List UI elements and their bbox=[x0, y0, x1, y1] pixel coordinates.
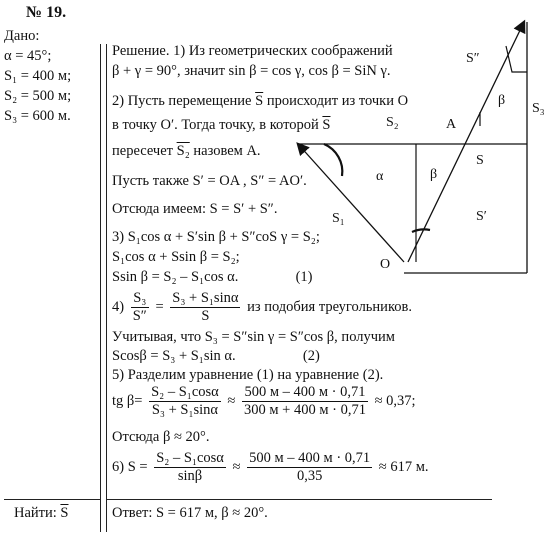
solution-line: S₁cos α + Ssin β = S₂; bbox=[112, 249, 240, 265]
vector-diagram bbox=[280, 0, 550, 285]
column-divider bbox=[100, 44, 101, 532]
given-item: α = 45°; bbox=[4, 48, 52, 64]
given-title: Дано: bbox=[4, 28, 40, 44]
solution-line: 5) Разделим уравнение (1) на уравнение (2). bbox=[112, 367, 384, 383]
solution-line: 3) S₁cos α + S′sin β + S″coS γ = S₂; bbox=[112, 229, 320, 245]
given-item: S₂ = 500 м; bbox=[4, 88, 72, 104]
label-alpha: α bbox=[376, 169, 384, 184]
top-angle-mark bbox=[506, 46, 527, 72]
alpha-arc bbox=[324, 144, 342, 176]
fraction: $\frac{\text{S₂ – S₁cosα}}{\sin\beta}$ bbox=[156, 450, 224, 484]
label-s: S bbox=[476, 153, 484, 168]
fraction: $\frac{500 м - 400 м \cdot 0,71}{0,35}$ bbox=[249, 450, 371, 484]
solution-line: Решение. 1) Из геометрических соображений bbox=[112, 43, 393, 59]
fraction: $\frac{\text{S₂ – S₁cosα}}{\text{S₃ + S₁sinα}}$ bbox=[151, 384, 219, 418]
solution-line: в точку O′. Тогда точку, в которой $\overline{S}$ bbox=[112, 117, 331, 133]
given-block bbox=[4, 26, 98, 126]
solution-line: 2) Пусть перемещение $\overline{S}$ происходит из точки O bbox=[112, 93, 409, 109]
solution-line: Ssin β = S₂ – S₁cos α. (1) bbox=[112, 269, 313, 285]
solution-line: Пусть также S′ = OA , S″ = AO′. bbox=[112, 173, 307, 189]
solution-line: β + γ = 90°, значит sin β = cos γ, cos β = SiN γ. bbox=[112, 63, 391, 79]
find-divider bbox=[4, 499, 100, 500]
solution-line: tg β= $\frac{\text{S₂ – S₁cosα}}{\text{S₃ + S₁sinα}}$ ≈ $\frac{500 м - 400 м \cdot 0,71}{300 м + 400 м \cdot 0,71}$ ≈ 0,37; bbox=[112, 384, 416, 418]
label-s2: S₂ bbox=[386, 115, 399, 130]
solution-line: пересечет S₂ назовем А. bbox=[112, 143, 261, 159]
solution-line: 6) S = $\frac{\text{S₂ – S₁cosα}}{\sin\beta}$ ≈ $\frac{500 м - 400 м \cdot 0,71}{0,35}$ ≈ 617 м. bbox=[112, 450, 429, 484]
solution-line: Scosβ = S₃ + S₁sin α. (2) bbox=[112, 348, 320, 364]
fraction: $\frac{\text{S₃}}{S''}$ bbox=[132, 290, 147, 324]
answer-divider bbox=[106, 499, 492, 500]
answer-line: Ответ: S = 617 м, β ≈ 20°. bbox=[112, 505, 268, 521]
label-o: O bbox=[380, 257, 391, 272]
find-label: Найти: bbox=[14, 505, 57, 521]
given-item: S₃ = 600 м. bbox=[4, 108, 71, 124]
column-divider bbox=[106, 44, 107, 532]
beta-arc bbox=[412, 229, 430, 232]
solution-line: 4) $\frac{\text{S₃}}{S''}$ = $\frac{\text{S₃ + S₁sinα}}{S}$ из подобия треугольников. bbox=[112, 290, 412, 324]
label-s-double-prime: S″ bbox=[466, 51, 480, 66]
label-s1: S₁ bbox=[332, 211, 345, 226]
find-block bbox=[14, 505, 69, 522]
given-item: S₁ = 400 м; bbox=[4, 68, 72, 84]
solution-line: Учитывая, что S₃ = S″sin γ = S″cos β, получим bbox=[112, 329, 395, 345]
problem-number: № 19. bbox=[26, 4, 67, 21]
label-s3: S₃ bbox=[532, 101, 545, 116]
label-a: A bbox=[446, 117, 457, 132]
s1-vector bbox=[298, 144, 404, 262]
label-beta-top: β bbox=[498, 93, 506, 108]
fraction: $\frac{\text{S₃ + S₁sinα}}{S}$ bbox=[172, 290, 239, 324]
find-value: $\overline{S}$ bbox=[60, 505, 69, 521]
label-beta-mid: β bbox=[430, 167, 438, 182]
fraction: $\frac{500 м - 400 м \cdot 0,71}{300 м + 400 м \cdot 0,71}$ bbox=[243, 384, 366, 418]
label-s-prime: S′ bbox=[476, 209, 487, 224]
solution-line: Отсюда β ≈ 20°. bbox=[112, 429, 210, 445]
solution-line: Отсюда имеем: S = S′ + S″. bbox=[112, 201, 278, 217]
